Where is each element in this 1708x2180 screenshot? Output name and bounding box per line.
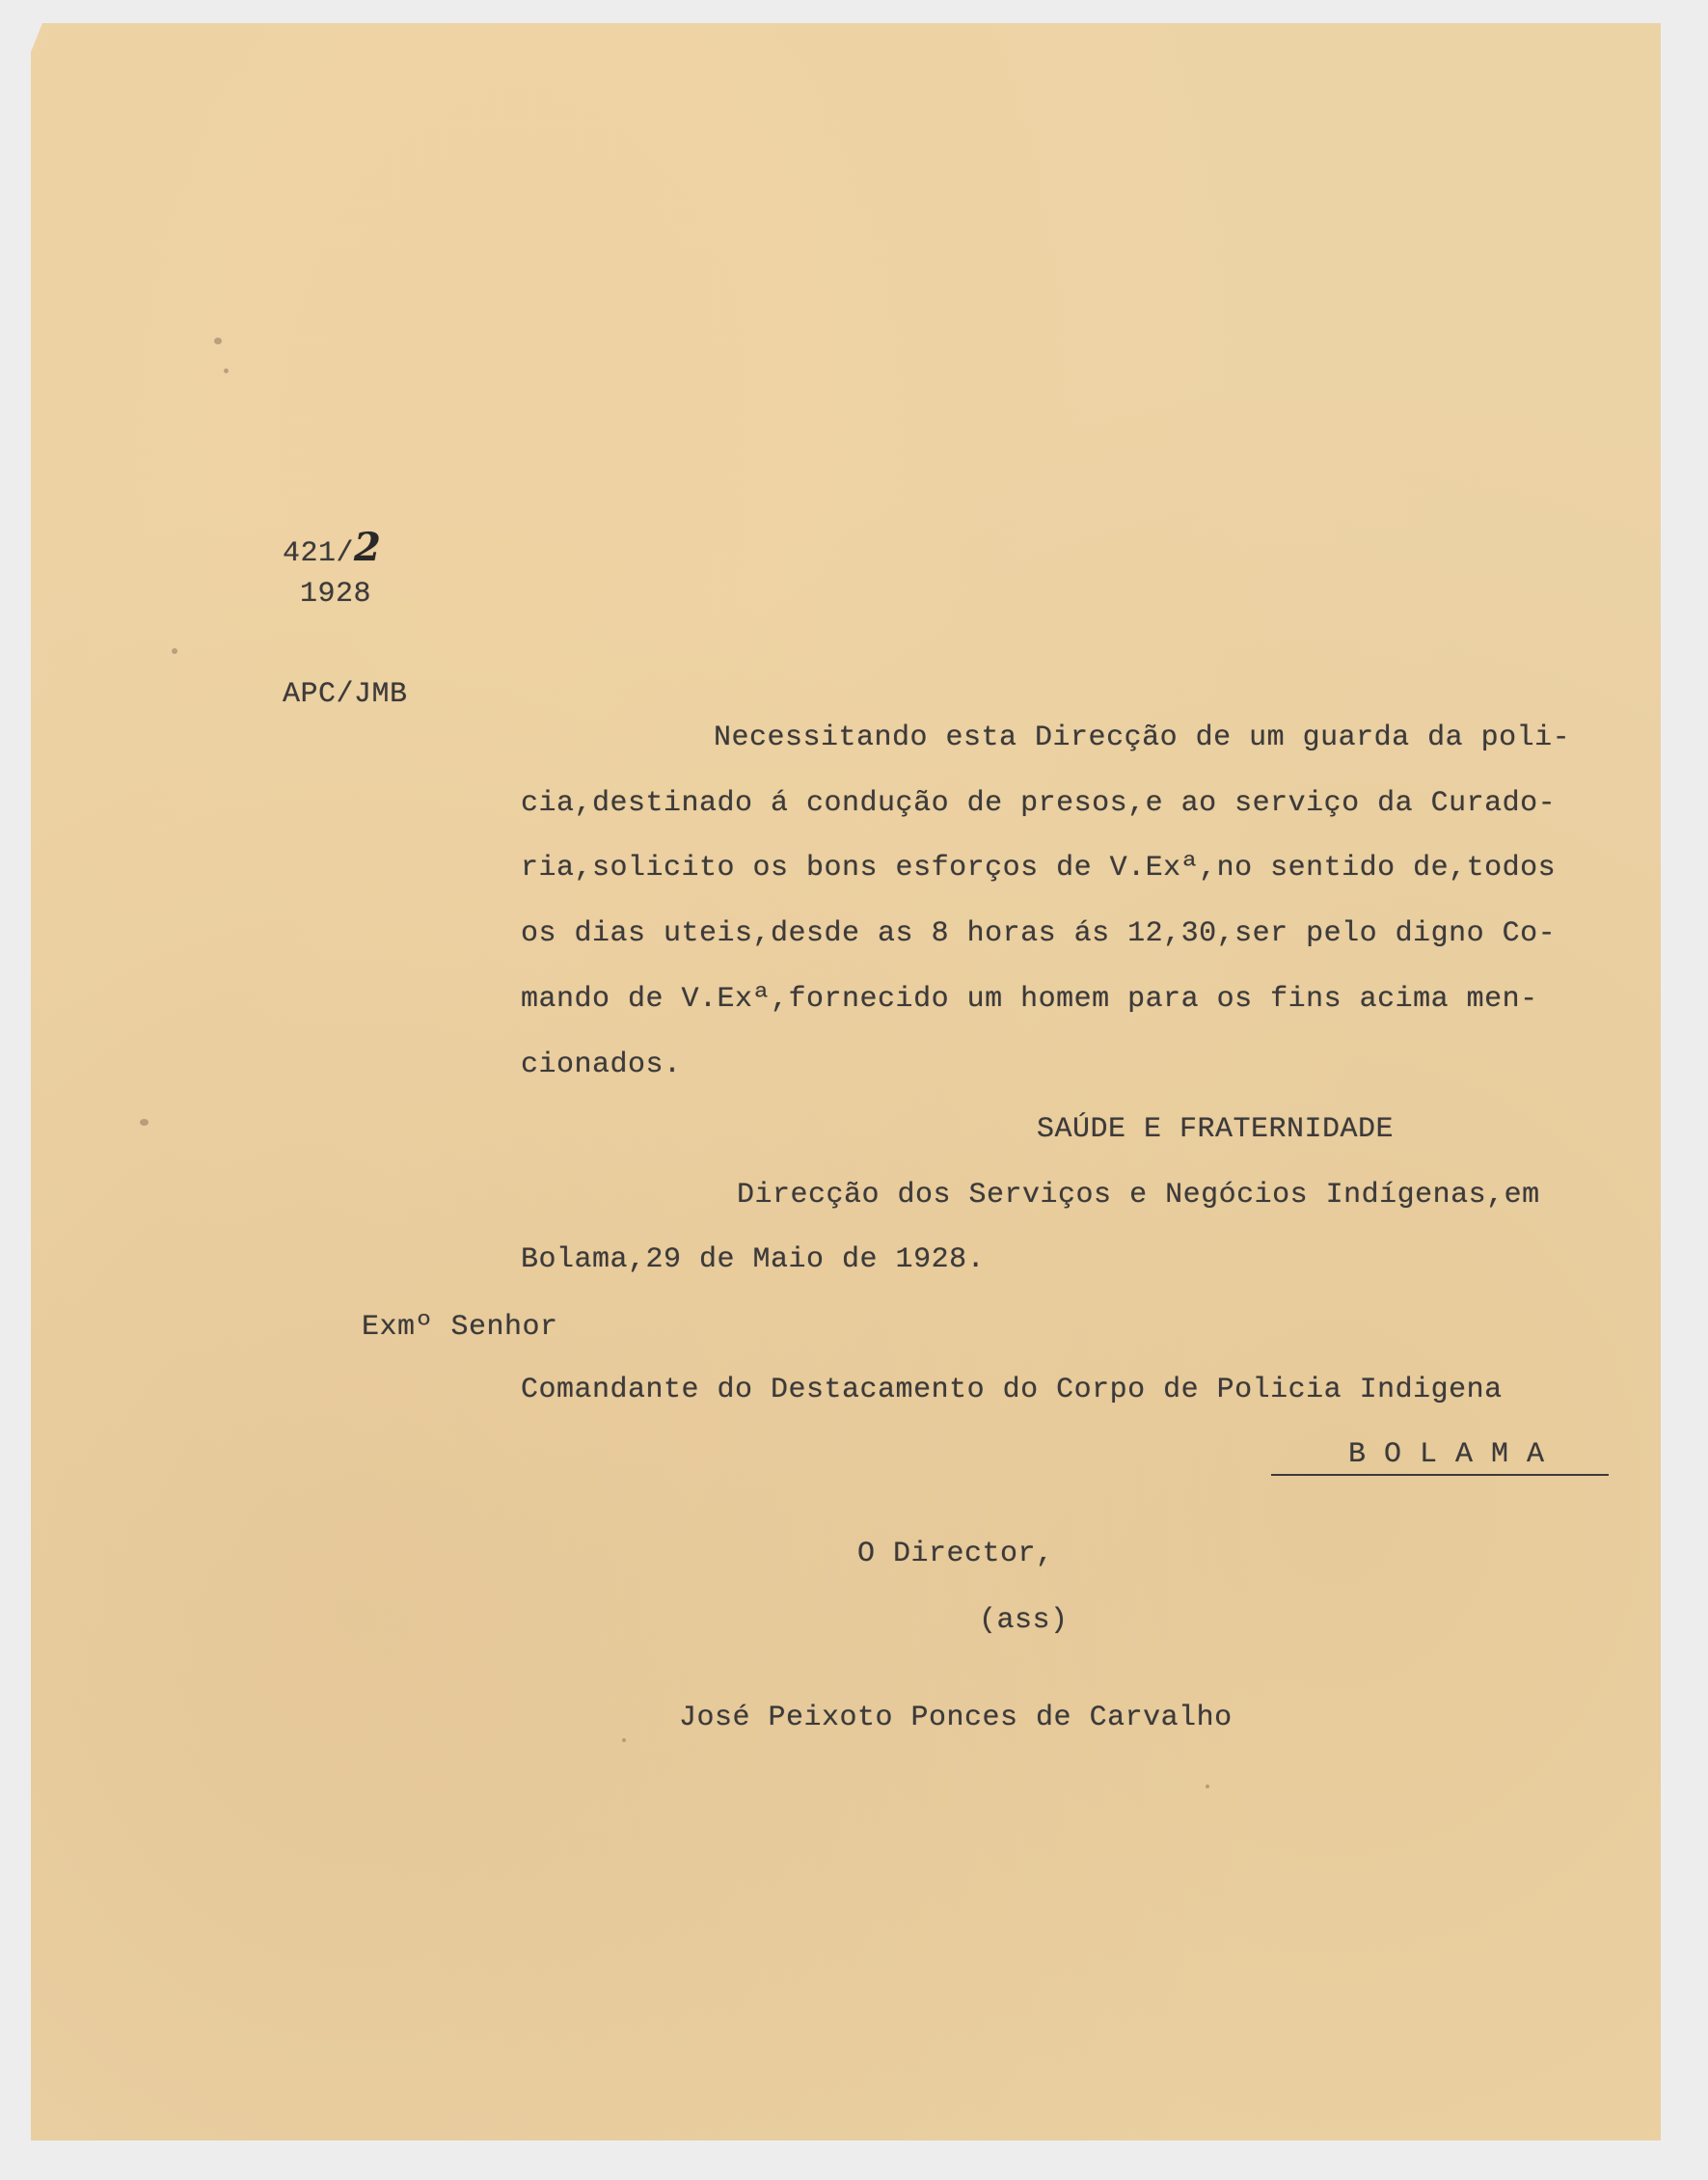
signature-title: O Director, [857, 1538, 1054, 1570]
salutation: Exmº Senhor [362, 1311, 558, 1344]
paper-speck [622, 1738, 626, 1742]
reference-initials: APC/JMB [283, 678, 408, 711]
reference-number-prefix: 421/ [283, 537, 355, 570]
paper-speck [224, 368, 229, 373]
body-line-3: ria,solicito os bons esforços de V.Exª,no sentido de,todos [521, 852, 1557, 885]
addressee: Comandante do Destacamento do Corpo de Policia Indigena [521, 1374, 1503, 1406]
document-page [31, 23, 1661, 2140]
paper-speck [140, 1119, 149, 1126]
addressee-city: B O L A M A [1271, 1437, 1609, 1476]
sign-off: SAÚDE E FRATERNIDADE [1037, 1113, 1395, 1146]
signature-name: José Peixoto Ponces de Carvalho [679, 1702, 1233, 1734]
place-date-line-2: Bolama,29 de Maio de 1928. [521, 1243, 986, 1276]
paper-speck [214, 338, 222, 344]
place-date-line-1: Direcção dos Serviços e Negócios Indígenas,em [737, 1179, 1540, 1212]
body-line-4: os dias uteis,desde as 8 horas ás 12,30,ser pelo digno Co- [521, 917, 1557, 950]
body-line-1: Necessitando esta Direcção de um guarda da poli- [714, 722, 1571, 754]
body-line-2: cia,destinado á condução de presos,e ao serviço da Curado- [521, 787, 1557, 820]
reference-number-handwritten: 2 [354, 525, 382, 570]
reference-number [283, 525, 382, 571]
paper-speck [172, 648, 177, 654]
body-line-5: mando de V.Exª,fornecido um homem para os fins acima men- [521, 983, 1538, 1016]
signature-note: (ass) [979, 1604, 1069, 1637]
body-line-6: cionados. [521, 1049, 682, 1081]
reference-year: 1928 [300, 578, 372, 611]
paper-speck [1206, 1785, 1209, 1788]
